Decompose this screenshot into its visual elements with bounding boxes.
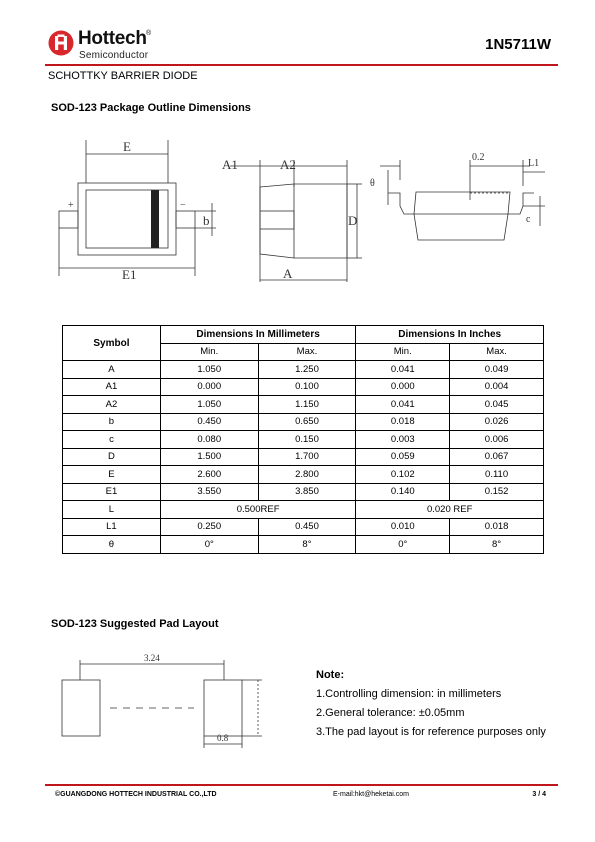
part-number: 1N5711W	[485, 36, 551, 53]
table-row	[63, 413, 544, 431]
cell-symbol: E	[63, 466, 161, 484]
note-item: 3.The pad layout is for reference purposes only	[316, 726, 546, 738]
inch-header: Dimensions In Inches	[356, 326, 544, 344]
cell-in-min: 0.140	[356, 483, 450, 501]
in-max-header: Max.	[450, 343, 544, 361]
cell-symbol: L	[63, 501, 161, 519]
cell-mm-max: 8°	[258, 536, 356, 554]
table-row	[63, 396, 544, 414]
table-row	[63, 483, 544, 501]
label-c: c	[526, 214, 531, 225]
mm-min-header: Min.	[160, 343, 258, 361]
registered-mark: ®	[146, 30, 152, 37]
table-row	[63, 518, 544, 536]
footer-company: ©GUANGDONG HOTTECH INDUSTRIAL CO.,LTD	[55, 791, 217, 798]
cell-in-min: 0°	[356, 536, 450, 554]
label-E: E	[123, 139, 131, 154]
cell-symbol: b	[63, 413, 161, 431]
footer-page-number: 3 / 4	[532, 791, 546, 798]
cell-in-max: 0.026	[450, 413, 544, 431]
cell-symbol: A	[63, 361, 161, 379]
cell-in-min: 0.010	[356, 518, 450, 536]
cell-mm-min: 1.500	[160, 448, 258, 466]
cell-mm-max: 1.700	[258, 448, 356, 466]
cell-symbol: E1	[63, 483, 161, 501]
side-view-body	[260, 184, 347, 258]
lead-left	[59, 211, 78, 228]
cell-mm-max: 0.100	[258, 378, 356, 396]
table-row	[63, 378, 544, 396]
cell-in-max: 0.006	[450, 431, 544, 449]
footer-email: E-mail:hkt@heketai.com	[333, 791, 409, 798]
cell-mm-min: 0.250	[160, 518, 258, 536]
table-row	[63, 536, 544, 554]
label-L1: L1	[528, 158, 540, 169]
cell-symbol: L1	[63, 518, 161, 536]
cell-mm-min: 0.000	[160, 378, 258, 396]
pad-width-dimension: 0.8	[217, 733, 229, 743]
pad-layout-drawing	[0, 640, 300, 750]
section-title-pad-layout: SOD-123 Suggested Pad Layout	[51, 618, 219, 630]
cell-in-max: 0.045	[450, 396, 544, 414]
cell-mm-min: 0.450	[160, 413, 258, 431]
cell-mm-min: 3.550	[160, 483, 258, 501]
cell-in-min: 0.041	[356, 396, 450, 414]
brand-name: Hottech	[78, 28, 147, 49]
label-theta: θ	[370, 178, 375, 189]
label-A: A	[283, 266, 293, 281]
cell-mm-max: 2.800	[258, 466, 356, 484]
cell-in-max: 0.067	[450, 448, 544, 466]
cell-mm-min: 0°	[160, 536, 258, 554]
cell-mm-max: 0.150	[258, 431, 356, 449]
table-row	[63, 501, 544, 519]
cell-in-min: 0.003	[356, 431, 450, 449]
dimensions-table	[62, 325, 544, 554]
end-view-lead-right	[508, 193, 534, 214]
cell-mm-min: 2.600	[160, 466, 258, 484]
brand-subtitle: Semiconductor	[79, 50, 149, 61]
cell-mm-max: 3.850	[258, 483, 356, 501]
pad-span-dimension: 3.24	[144, 653, 160, 663]
label-minus: −	[180, 200, 186, 211]
cell-in-max: 0.004	[450, 378, 544, 396]
note-item: 1.Controlling dimension: in millimeters	[316, 688, 502, 700]
note-item: 2.General tolerance: ±0.05mm	[316, 707, 465, 719]
package-outline-drawing	[0, 0, 595, 300]
label-A1: A1	[222, 157, 238, 172]
cell-symbol: c	[63, 431, 161, 449]
section-title-outline: SOD-123 Package Outline Dimensions	[51, 102, 251, 114]
cell-in-max: 0.049	[450, 361, 544, 379]
label-A2: A2	[280, 157, 296, 172]
cell-mm-max: 0.650	[258, 413, 356, 431]
cell-in-max: 0.110	[450, 466, 544, 484]
lead-right	[176, 211, 195, 228]
cell-mm-max: 1.150	[258, 396, 356, 414]
label-D: D	[348, 213, 358, 228]
table-row	[63, 448, 544, 466]
mm-max-header: Max.	[258, 343, 356, 361]
cell-in-max: 0.152	[450, 483, 544, 501]
end-view-body	[414, 192, 510, 240]
cell-mm-max: 0.450	[258, 518, 356, 536]
label-plus: +	[68, 200, 74, 211]
footer-divider	[45, 784, 558, 786]
cell-in-max: 0.018	[450, 518, 544, 536]
label-b: b	[203, 213, 210, 228]
in-min-header: Min.	[356, 343, 450, 361]
symbol-header: Symbol	[63, 326, 161, 361]
cell-in-min: 0.041	[356, 361, 450, 379]
cell-in-min: 0.000	[356, 378, 450, 396]
label-E1: E1	[122, 267, 137, 282]
pad-left	[62, 680, 100, 736]
pad-right	[204, 680, 242, 736]
cell-in-min: 0.059	[356, 448, 450, 466]
label-gauge: 0.2	[472, 152, 485, 163]
end-view-lead-left	[388, 193, 414, 214]
cell-mm-min: 1.050	[160, 361, 258, 379]
mm-header: Dimensions In Millimeters	[160, 326, 355, 344]
table-row	[63, 431, 544, 449]
table-row	[63, 361, 544, 379]
notes-title: Note:	[316, 669, 345, 681]
document-subtitle: SCHOTTKY BARRIER DIODE	[48, 70, 198, 82]
top-view-body	[78, 183, 176, 255]
cell-symbol: A2	[63, 396, 161, 414]
cell-symbol: D	[63, 448, 161, 466]
cell-in-min: 0.018	[356, 413, 450, 431]
cell-mm-min: 1.050	[160, 396, 258, 414]
cell-mm-min: 0.080	[160, 431, 258, 449]
table-row	[63, 466, 544, 484]
cell-in-ref: 0.020 REF	[356, 501, 544, 519]
cell-mm-ref: 0.500REF	[160, 501, 355, 519]
cell-symbol: θ	[63, 536, 161, 554]
cathode-band	[151, 190, 159, 248]
cell-in-min: 0.102	[356, 466, 450, 484]
cell-symbol: A1	[63, 378, 161, 396]
cell-in-max: 8°	[450, 536, 544, 554]
cell-mm-max: 1.250	[258, 361, 356, 379]
